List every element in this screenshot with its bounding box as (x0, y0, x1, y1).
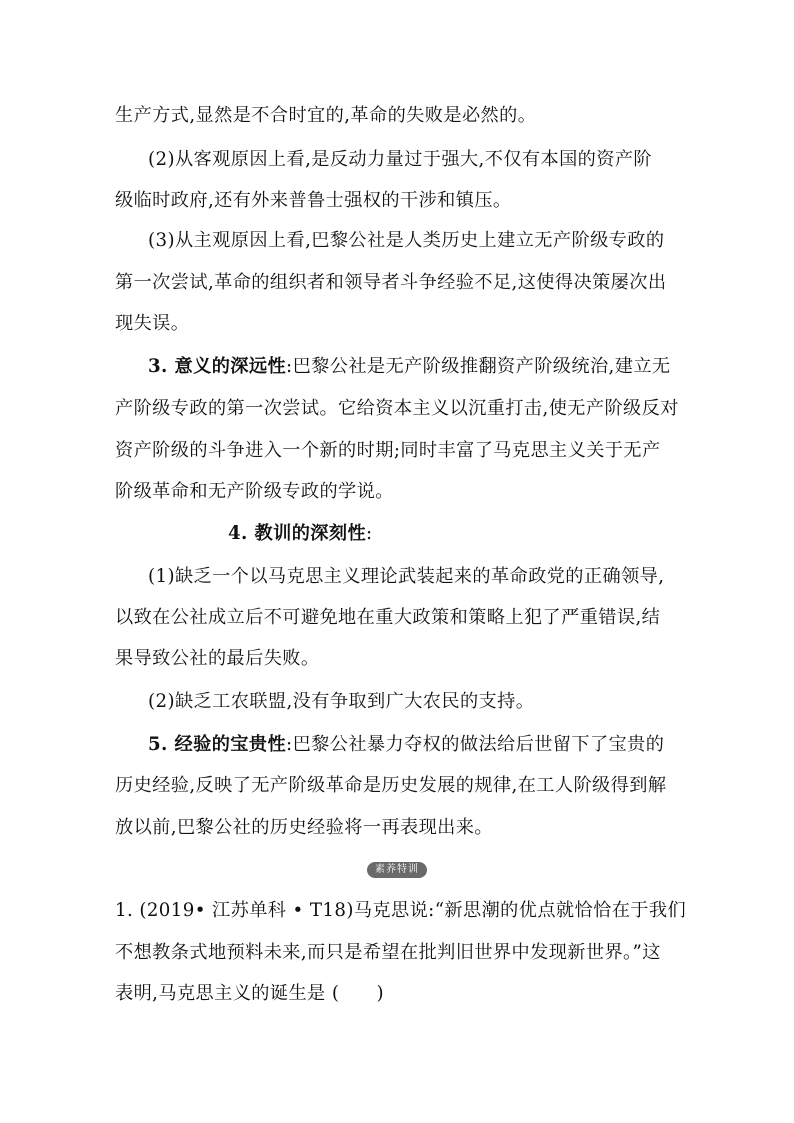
section-text: : (366, 523, 373, 544)
section-heading-line (148, 355, 671, 379)
question-line: 1. (2019• 江苏单科 • T18)马克思说:“新思潮的优点就恰恰在于我们 (115, 900, 687, 921)
text-line: 放以前,巴黎公社的历史经验将一再表现出来。 (115, 817, 493, 838)
text-line: 果导致公社的最后失败。 (115, 648, 320, 669)
section-heading: 3. 意义的深远性 (148, 356, 287, 377)
text-line: (2)从客观原因上看,是反动力量过于强大,不仅有本国的资产阶 (148, 149, 653, 170)
section-heading: 5. 经验的宝贵性 (148, 734, 287, 755)
section-text: :巴黎公社是无产阶级推翻资产阶级统治,建立无 (286, 356, 671, 377)
text-line: (2)缺乏工农联盟,没有争取到广大农民的支持。 (148, 691, 535, 712)
section-heading-line (148, 733, 664, 757)
section-text: :巴黎公社暴力夺权的做法给后世留下了宝贵的 (286, 734, 665, 755)
text-line: 级临时政府,还有外来普鲁士强权的干涉和镇压。 (115, 190, 512, 211)
section-heading: 4. 教训的深刻性 (228, 523, 367, 544)
section-heading-line (228, 522, 373, 546)
text-line: 第一次尝试,革命的组织者和领导者斗争经验不足,这使得决策屡次出 (115, 272, 667, 293)
text-line: 以致在公社成立后不可避免地在重大政策和策略上犯了严重错误,结 (115, 607, 661, 628)
text-line: 现失误。 (115, 313, 190, 334)
text-line: 生产方式,显然是不合时宜的,革命的失败是必然的。 (115, 105, 537, 126)
text-line: (1)缺乏一个以马克思主义理论武装起来的革命政党的正确领导, (148, 566, 665, 587)
question-line: 不想教条式地预料未来,而只是希望在批判旧世界中发现新世界。”这 (115, 942, 661, 963)
section-badge: 素养特训 (367, 862, 427, 878)
text-line: 阶级革命和无产阶级专政的学说。 (115, 481, 394, 502)
question-line: 表明,马克思主义的诞生是 ( ) (115, 983, 384, 1004)
text-line: 产阶级专政的第一次尝试。它给资本主义以沉重打击,使无产阶级反对 (115, 398, 679, 419)
text-line: 历史经验,反映了无产阶级革命是历史发展的规律,在工人阶级得到解 (115, 775, 667, 796)
text-line: 资产阶级的斗争进入一个新的时期;同时丰富了马克思主义关于无产 (115, 440, 661, 461)
text-line: (3)从主观原因上看,巴黎公社是人类历史上建立无产阶级专政的 (148, 230, 665, 251)
